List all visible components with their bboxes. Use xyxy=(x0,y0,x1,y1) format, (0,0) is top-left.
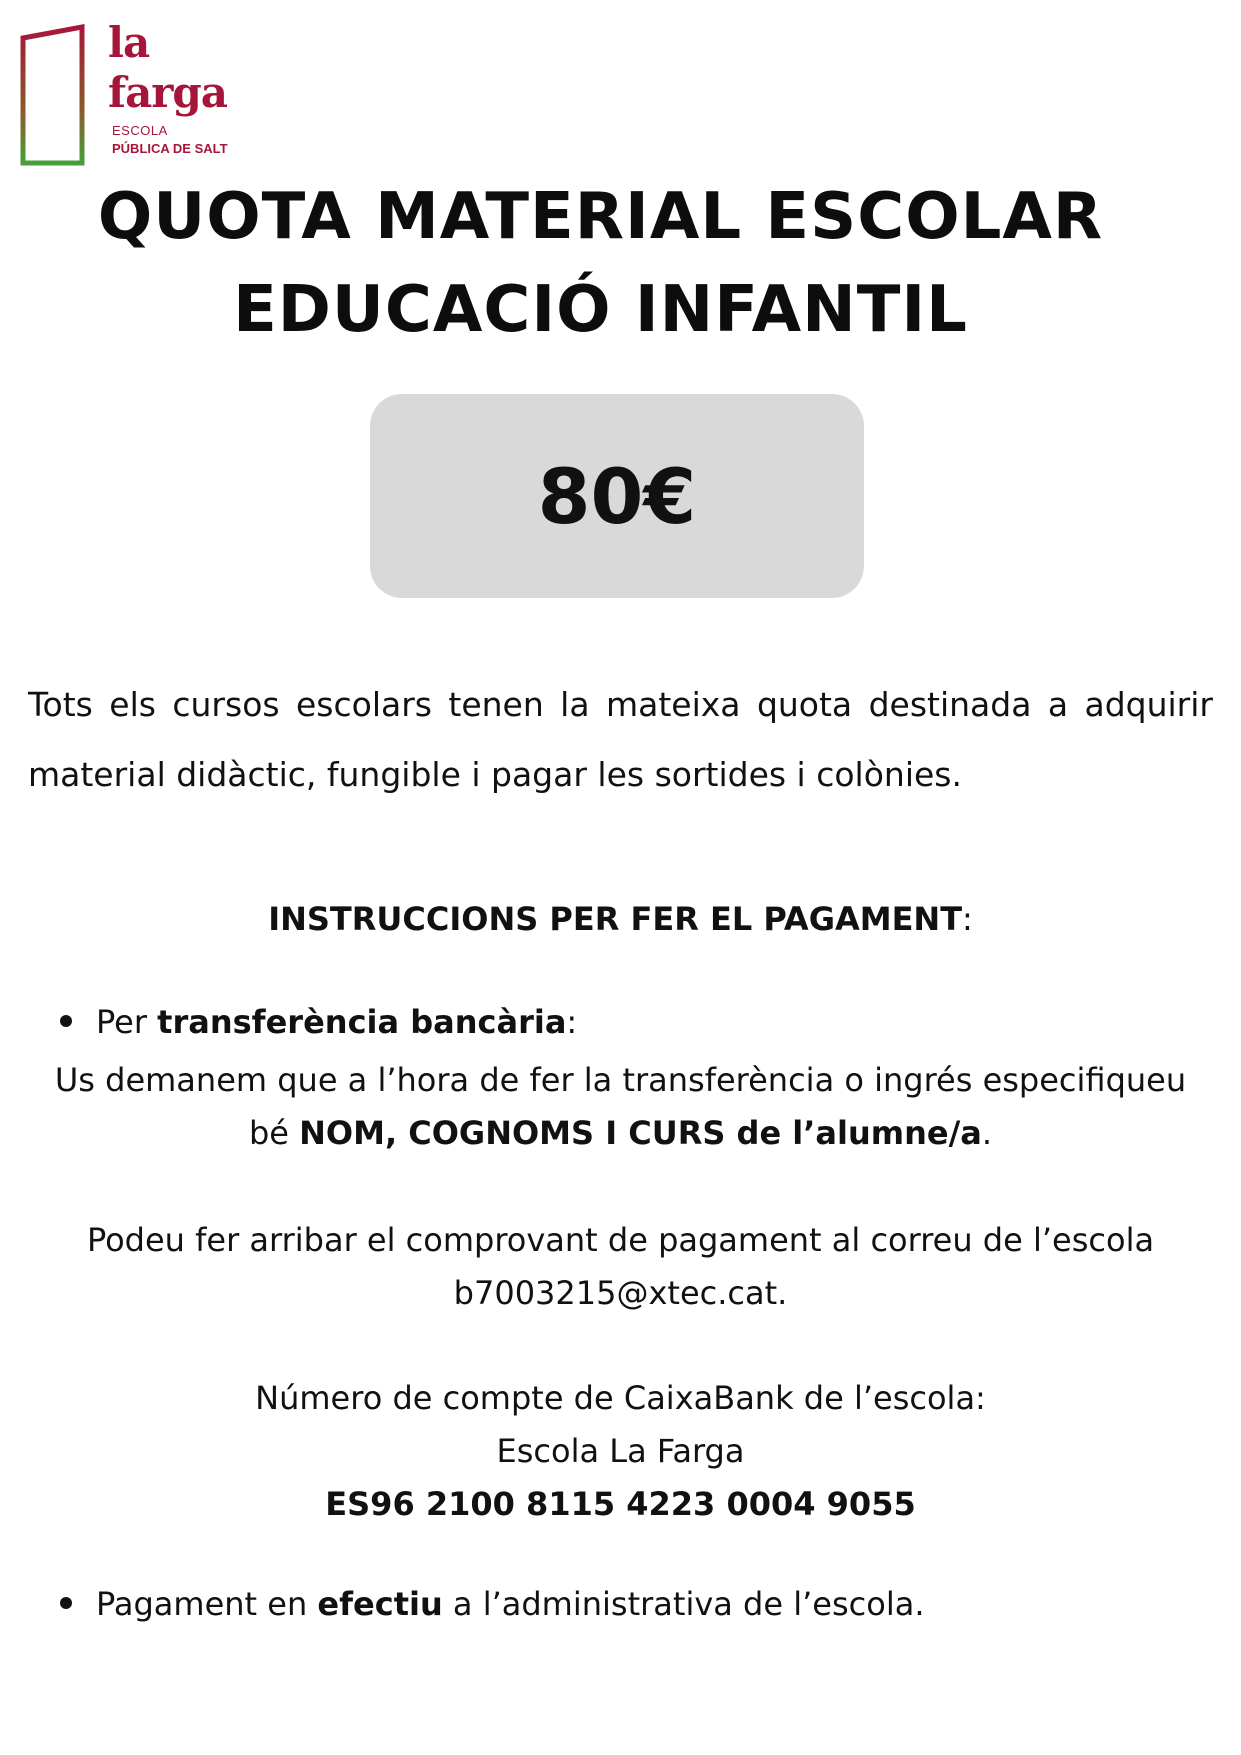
page-title-line1: QUOTA MATERIAL ESCOLAR xyxy=(97,180,1104,254)
account-info xyxy=(40,1372,1201,1531)
account-iban-value: ES96 2100 8115 4223 0004 9055 xyxy=(325,1485,916,1523)
bullet-cash-suffix: a l’administrativa de l’escola. xyxy=(442,1585,925,1623)
account-holder: Escola La Farga xyxy=(496,1432,745,1470)
price-box xyxy=(370,394,864,598)
receipt-line1: Podeu fer arribar el comprovant de pagament al correu de l’escola xyxy=(86,1221,1155,1259)
instructions-heading xyxy=(0,900,1241,938)
bullet-cash xyxy=(60,1585,924,1623)
instructions-heading-colon: : xyxy=(962,900,973,938)
bullet-transfer-prefix: Per xyxy=(96,1003,158,1041)
door-frame-icon xyxy=(20,24,110,166)
account-iban xyxy=(40,1478,1201,1531)
logo-text-escola: ESCOLA xyxy=(112,123,168,138)
transfer-note-bold: NOM, COGNOMS I CURS de l’alumne/a xyxy=(299,1114,982,1152)
school-logo xyxy=(20,20,250,170)
intro-paragraph: Tots els cursos escolars tenen la mateixa quota destinada a adquirir material didàctic, fungible i pagar les sortides i colònies. xyxy=(28,685,1213,794)
logo-text-la: la xyxy=(108,18,150,67)
transfer-note-text: Us demanem que a l’hora de fer la transferència o ingrés especifiqueu bé xyxy=(54,1061,1187,1152)
logo-text-farga: farga xyxy=(108,68,227,117)
account-label: Número de compte de CaixaBank de l’escola: xyxy=(255,1379,986,1417)
transfer-note-suffix: . xyxy=(981,1114,993,1152)
bullet-transfer-suffix: : xyxy=(566,1003,578,1041)
bullet-transfer-bold: transferència bancària xyxy=(157,1003,567,1041)
bullet-cash-prefix: Pagament en xyxy=(96,1585,318,1623)
instructions-heading-text: INSTRUCCIONS PER FER EL PAGAMENT xyxy=(268,900,963,938)
transfer-note xyxy=(40,1054,1201,1160)
receipt-note xyxy=(40,1214,1201,1320)
receipt-email: b7003215@xtec.cat. xyxy=(453,1274,788,1312)
price-amount: 80€ xyxy=(537,451,697,541)
bullet-dot-icon xyxy=(60,1015,72,1027)
logo-text-publica: PÚBLICA DE SALT xyxy=(112,141,228,156)
bullet-cash-bold: efectiu xyxy=(317,1585,443,1623)
bullet-dot-icon xyxy=(60,1597,72,1609)
bullet-transfer xyxy=(60,1003,577,1041)
page-title-line2: EDUCACIÓ INFANTIL xyxy=(233,273,968,347)
